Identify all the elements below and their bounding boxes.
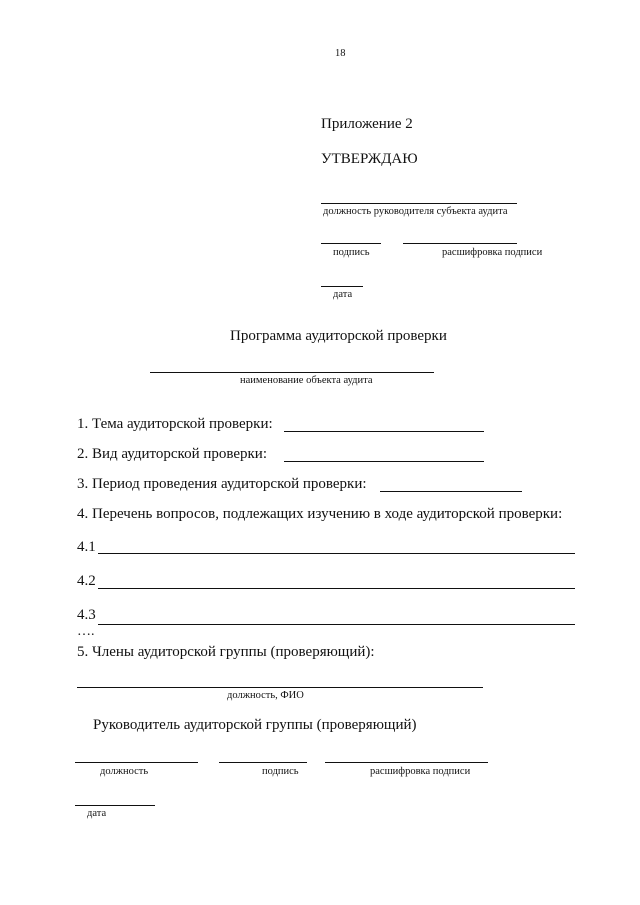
leader-signature-decode-caption: расшифровка подписи <box>370 766 471 777</box>
date-line <box>321 286 363 287</box>
page-number: 18 <box>335 48 346 59</box>
signature-caption: подпись <box>333 247 370 258</box>
sub-item-4-3: 4.3 <box>77 607 96 623</box>
signature-line <box>321 243 381 244</box>
leader-signature-decode-line <box>325 762 488 763</box>
item-type-line <box>284 461 484 462</box>
item-period: 3. Период проведения аудиторской проверки: <box>77 476 367 492</box>
sub-item-4-1: 4.1 <box>77 539 96 555</box>
leader-position-line <box>75 762 198 763</box>
position-caption: должность руководителя субъекта аудита <box>323 206 508 217</box>
object-caption: наименование объекта аудита <box>240 375 373 386</box>
item-type: 2. Вид аудиторской проверки: <box>77 446 268 462</box>
leader-signature-line <box>219 762 307 763</box>
approve-label: УТВЕРЖДАЮ <box>321 151 418 167</box>
position-line <box>321 203 517 204</box>
leader-date-caption: дата <box>87 808 107 819</box>
program-title: Программа аудиторской проверки <box>230 328 447 344</box>
members-caption: должность, ФИО <box>227 690 304 701</box>
ellipsis: …. <box>77 624 95 639</box>
sub-item-4-2: 4.2 <box>77 573 96 589</box>
sub-item-4-3-line <box>98 624 575 625</box>
leader-title: Руководитель аудиторской группы (проверяющий) <box>93 717 417 733</box>
members-line <box>77 687 483 688</box>
item-topic: 1. Тема аудиторской проверки: <box>77 416 273 432</box>
leader-signature-caption: подпись <box>262 766 299 777</box>
date-caption: дата <box>333 289 353 300</box>
item-period-line <box>380 491 522 492</box>
appendix-label: Приложение 2 <box>321 116 413 132</box>
item-questions: 4. Перечень вопросов, подлежащих изучению в ходе аудиторской проверки: <box>77 506 563 522</box>
object-line <box>150 372 434 373</box>
leader-date-line <box>75 805 155 806</box>
signature-decode-line <box>403 243 517 244</box>
item-members: 5. Члены аудиторской группы (проверяющий): <box>77 644 375 660</box>
item-topic-line <box>284 431 484 432</box>
signature-decode-caption: расшифровка подписи <box>442 247 543 258</box>
sub-item-4-2-line <box>98 588 575 589</box>
leader-position-caption: должность <box>100 766 149 777</box>
sub-item-4-1-line <box>98 553 575 554</box>
